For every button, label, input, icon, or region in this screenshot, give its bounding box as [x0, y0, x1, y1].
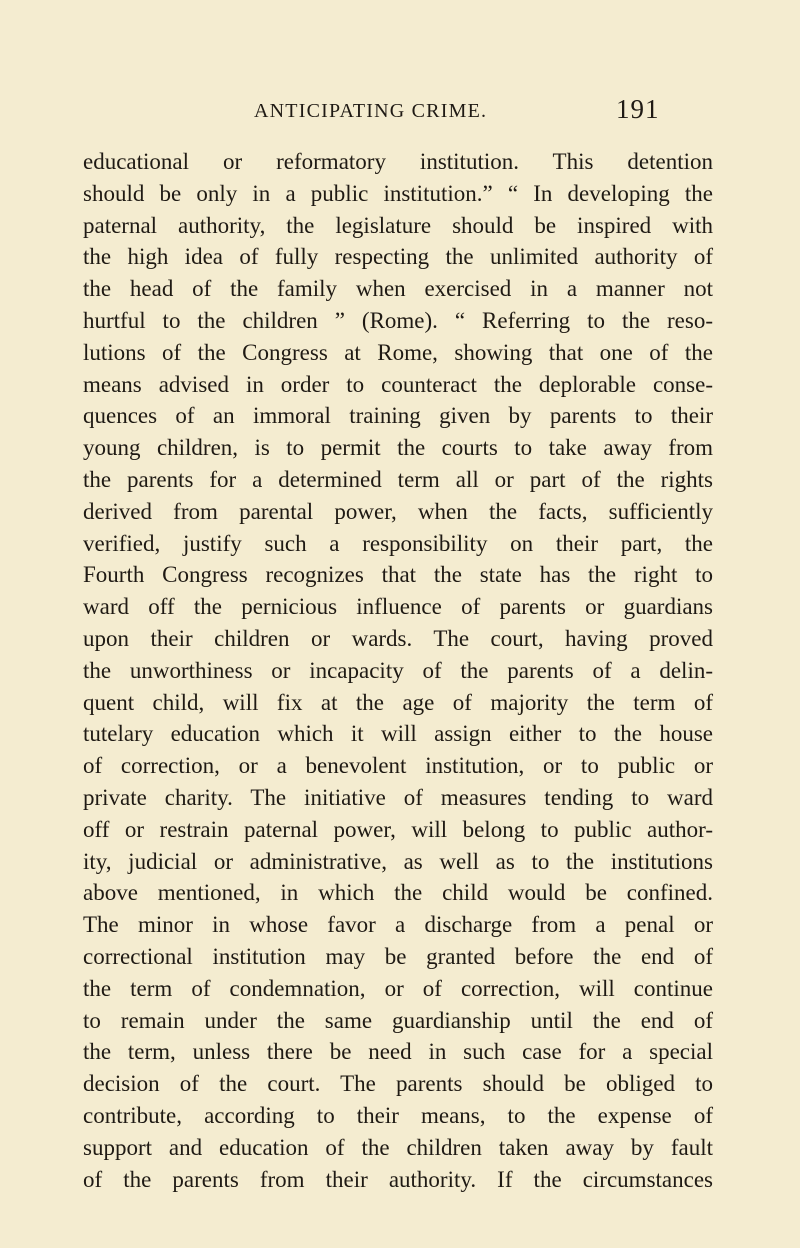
text-line: tutelary education which it will assign either to the house: [83, 721, 713, 747]
text-line: the term of condemnation, or of correction, will continue: [83, 975, 713, 1001]
text-line: ward off the pernicious influence of parents or guardians: [83, 594, 713, 620]
text-line: correctional institution may be granted before the end of: [83, 943, 713, 969]
text-line: educational or reformatory institution. This detention: [83, 149, 713, 174]
body-text: [83, 146, 713, 1195]
text-line: off or restrain paternal power, will belong to public author-: [83, 816, 713, 842]
text-line: derived from parental power, when the facts, sufficiently: [83, 498, 713, 524]
text-line: hurtful to the children ” (Rome). “ Referring to the reso-: [83, 307, 713, 333]
text-line: above mentioned, in which the child would be confined.: [83, 880, 713, 906]
text-line: of correction, or a benevolent institution, or to public or: [83, 753, 713, 779]
text-line: the parents for a determined term all or part of the rights: [83, 466, 713, 492]
text-line: quences of an immoral training given by parents to their: [83, 403, 713, 429]
text-line: decision of the court. The parents should be obliged to: [83, 1071, 713, 1097]
text-line: lutions of the Congress at Rome, showing that one of the: [83, 339, 713, 365]
page-number: 191: [616, 94, 660, 124]
running-title: ANTICIPATING CRIME.: [254, 100, 488, 122]
text-line: upon their children or wards. The court, having proved: [83, 625, 713, 651]
text-line: means advised in order to counteract the deplorable conse-: [83, 371, 713, 397]
text-line: the high idea of fully respecting the unlimited authority of: [83, 244, 713, 270]
text-line: Fourth Congress recognizes that the state has the right to: [83, 562, 713, 588]
text-line: contribute, according to their means, to the expense of: [83, 1102, 713, 1128]
text-line: to remain under the same guardianship until the end of: [83, 1007, 713, 1033]
text-line: private charity. The initiative of measures tending to ward: [83, 784, 713, 810]
text-line: quent child, will fix at the age of majority the term of: [83, 689, 713, 715]
text-line: The minor in whose favor a discharge from a penal or: [83, 912, 713, 938]
text-line: of the parents from their authority. If the circumstances: [83, 1166, 713, 1192]
text-line: the unworthiness or incapacity of the parents of a delin-: [83, 657, 713, 683]
text-line: the term, unless there be need in such case for a special: [83, 1039, 713, 1065]
text-line: young children, is to permit the courts to take away from: [83, 435, 713, 461]
text-line: verified, justify such a responsibility on their part, the: [83, 530, 713, 556]
text-line: support and education of the children taken away by fault: [83, 1134, 713, 1160]
text-line: should be only in a public institution.” “ In developing the: [83, 180, 713, 206]
text-line: the head of the family when exercised in a manner not: [83, 276, 713, 302]
text-line: paternal authority, the legislature should be inspired with: [83, 212, 713, 238]
text-line: ity, judicial or administrative, as well as to the institutions: [83, 848, 713, 874]
